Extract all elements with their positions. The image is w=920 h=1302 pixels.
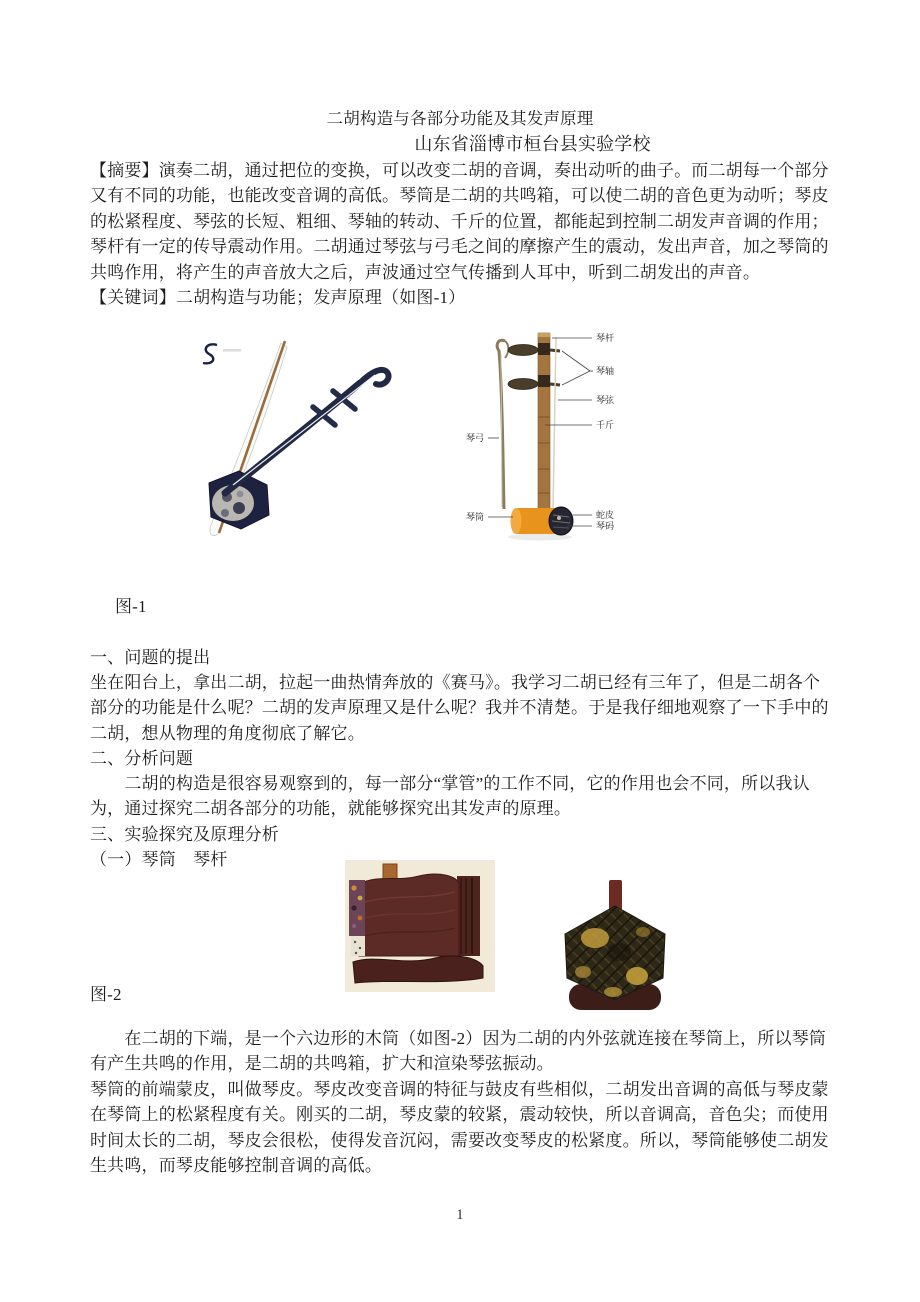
diagram-resonator — [508, 507, 573, 541]
affiliation-line: 山东省淄博市桓台县实验学校 — [414, 134, 651, 154]
page-number: 1 — [456, 1207, 464, 1223]
diagram-label-qintong: 琴筒 — [466, 512, 485, 522]
keywords-line: 【关键词】二胡构造与功能；发声原理（如图-1） — [90, 288, 466, 307]
abstract-line: 又有不同的功能，也能改变音调的高低。琴筒是二胡的共鸣箱，可以使二胡的音色更为动听；琴皮 — [90, 186, 829, 205]
figure1-caption: 图-1 — [115, 597, 147, 616]
body-line: 时间太长的二胡，琴皮会很松，使得发音沉闷，需要改变琴皮的松紧度。所以，琴筒能够使二胡发 — [90, 1131, 829, 1150]
figure2-snakeskin-photo — [553, 880, 678, 1013]
snakeskin-edge-patch — [349, 880, 365, 956]
diagram-label-qingong: 琴弓 — [466, 433, 485, 443]
figure2-soundbox-photo — [345, 860, 495, 992]
diagram-neck-pole — [538, 333, 550, 511]
body-line: 有产生共鸣的作用，是二胡的共鸣箱，扩大和渲染琴弦振动。 — [90, 1054, 554, 1073]
diagram-tuning-pegs — [508, 345, 560, 390]
figure1-labeled-diagram — [455, 325, 735, 570]
figure2-caption: 图-2 — [90, 985, 122, 1004]
section3-heading: 三、实验探究及原理分析 — [90, 825, 279, 844]
body-line: 坐在阳台上，拿出二胡，拉起一曲热情奔放的《赛马》。我学习二胡已经有三年了，但是二胡各个 — [90, 673, 821, 692]
abstract-line: 琴杆有一定的传导震动作用。二胡通过琴弦与弓毛之间的摩擦产生的震动，发出声音，加之琴筒的 — [90, 237, 829, 256]
diagram-label-qianjin: 千斤 — [596, 420, 615, 430]
figure1-erhu-photo — [195, 333, 450, 561]
body-line: 在琴筒上的松紧程度有关。刚买的二胡，琴皮蒙的较紧，震动较快，所以音调高，音色尖；而使用 — [90, 1105, 829, 1124]
abstract-line: 的松紧程度、琴弦的长短、粗细、琴轴的转动、千斤的位置，都能起到控制二胡发声音调的作用； — [90, 212, 829, 231]
section1-heading: 一、问题的提出 — [90, 648, 211, 667]
diagram-string — [553, 337, 556, 511]
body-line: 二胡，想从物理的角度彻底了解它。 — [90, 724, 365, 743]
diagram-label-qinxian: 琴弦 — [596, 395, 615, 405]
logo-s-icon — [203, 344, 217, 363]
diagram-bow — [497, 340, 508, 509]
body-line: 部分的功能是什么呢？二胡的发声原理又是什么呢？我并不清楚。于是我仔细地观察了一下手中的 — [90, 698, 829, 717]
body-line: 二胡的构造是很容易观察到的，每一部分“掌管”的工作不同，它的作用也会不同，所以我认 — [90, 774, 810, 793]
section2-heading: 二、分析问题 — [90, 749, 194, 768]
wood-body — [359, 874, 480, 956]
body-line: 在二胡的下端，是一个六边形的木筒（如图-2）因为二胡的内外弦就连接在琴筒上，所以琴筒 — [90, 1029, 827, 1048]
diagram-label-shepi: 蛇皮 — [596, 510, 615, 520]
diagram-label-qinma: 琴码 — [596, 521, 615, 531]
abstract-line: 共鸣作用，将产生的声音放大之后，声波通过空气传播到人耳中，听到二胡发出的声音。 — [90, 263, 761, 282]
diagram-label-qingan: 琴杆 — [596, 333, 615, 343]
abstract-line: 【摘要】演奏二胡，通过把位的变换，可以改变二胡的音调，奏出动听的曲子。而二胡每一个部分 — [90, 161, 829, 180]
watermark-mark — [223, 349, 241, 352]
section3-subheading: （一）琴筒 琴杆 — [90, 850, 228, 869]
diagram-label-qinzhou: 琴轴 — [596, 366, 615, 376]
erhu-scroll — [360, 370, 389, 385]
body-line: 琴筒的前端蒙皮，叫做琴皮。琴皮改变音调的特征与鼓皮有些相似，二胡发出音调的高低与琴皮蒙 — [90, 1080, 829, 1099]
neck-stub — [609, 880, 622, 910]
neck-stub — [383, 864, 397, 879]
page-title: 二胡构造与各部分功能及其发声原理 — [326, 109, 594, 128]
body-line: 为，通过探究二胡各部分的功能，就能够探究出其发声的原理。 — [90, 799, 572, 818]
body-line: 生共鸣，而琴皮能够控制音调的高低。 — [90, 1156, 383, 1175]
